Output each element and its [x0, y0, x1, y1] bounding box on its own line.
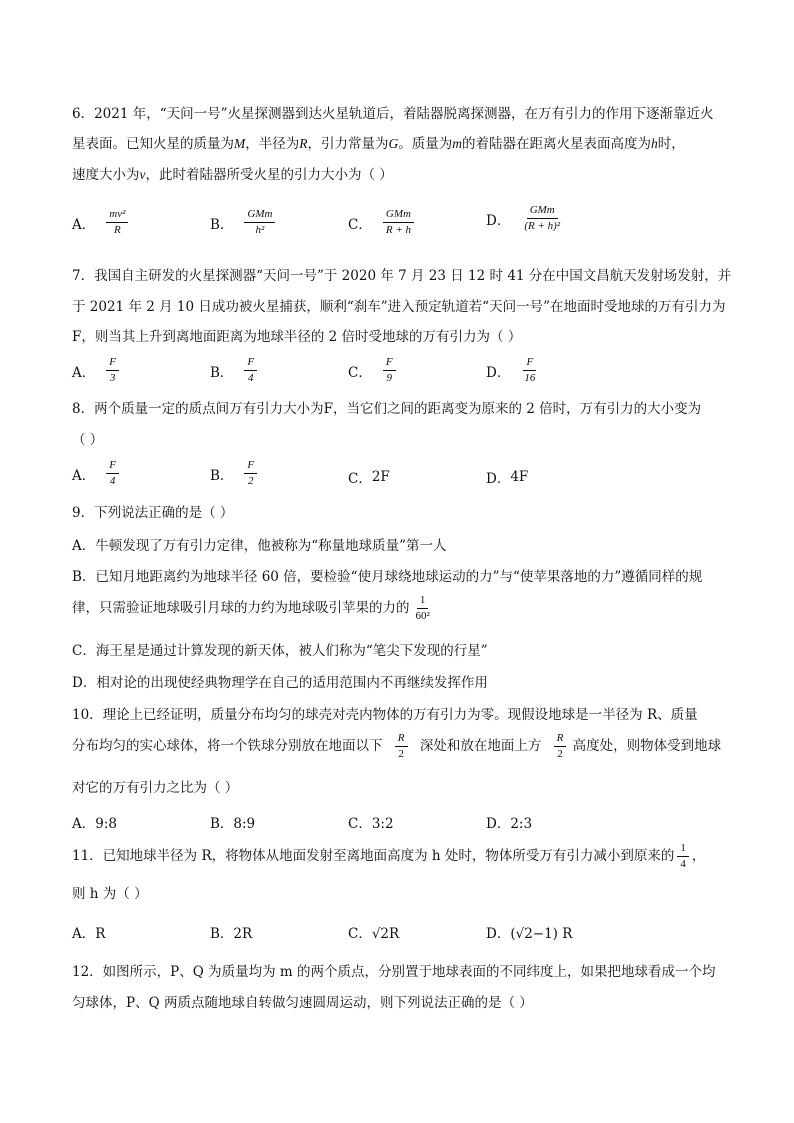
q9-option-c: C．海王星是通过计算发现的新天体，被人们称为“笔尖下发现的行星” [72, 643, 488, 659]
q10-line-1: 10．理论上已经证明，质量分布均匀的球壳对壳内物体的万有引力为零。现假设地球是一半径为 R、质量 [72, 707, 698, 723]
q9-option-a: A．牛顿发现了万有引力定律，他被称为“称量地球质量”第一人 [72, 538, 447, 554]
q11-option-a: A．R [72, 926, 106, 942]
q8-option-a: A． $\frac{F}{4}$ [72, 459, 122, 488]
q7-line-1: 7．我国自主研发的火星探测器“天问一号”于 2020 年 7 月 23 日 12 时 41 分在中国文昌航天发射场发射，并 [72, 268, 732, 284]
q8-line-1: 8．两个质量一定的质点间万有引力大小为F，当它们之间的距离变为原来的 2 倍时，万有引力的大小变为 [72, 401, 702, 417]
q11-option-c: C．√2R [348, 926, 400, 942]
q8-option-d: D． 4F [486, 469, 529, 487]
q12-line-2: 匀球体，P、Q 两质点随地球自转做匀速圆周运动，则下列说法正确的是（ ） [72, 995, 533, 1011]
q10-option-d: D．2:3 [486, 816, 533, 832]
q11-option-b: B．2R [210, 926, 253, 942]
q10-line-2: 分布均匀的实心球体，将一个铁球分别放在地面以下 $\frac{R}{2}$ 深处和放在地面上方 $\frac{R}{2}$ 高度处，则物体受到地球 [72, 732, 722, 760]
q10-option-a: A．9:8 [72, 816, 117, 832]
q6-line-1: 6．2021 年，“天问一号”火星探测器到达火星轨道后，着陆器脱离探测器，在万有引力的作用下逐渐靠近火 [72, 106, 714, 122]
q6-option-d: D． $\frac{\text{GMm}}{\text{(R + h)²}}$ [486, 204, 561, 232]
q7-line-3: F，则当其上升到离地面距离为地球半径的 2 倍时受地球的万有引力为（ ） [72, 329, 522, 345]
q10-line-3: 对它的万有引力之比为（ ） [72, 780, 239, 796]
q7-line-2: 于 2021 年 2 月 10 日成功被火星捕获，顺利“刹车”进入预定轨道若“天问一号”在地面时受地球的万有引力为 [72, 299, 726, 315]
q7-option-b: B． $\frac{F}{4}$ [210, 356, 260, 385]
q6-line-2: 星表面。已知火星的质量为M，半径为R，引力常量为G。质量为m的着陆器在距离火星表面高度为h时， [72, 136, 685, 152]
q12-line-1: 12．如图所示，P、Q 为质量均为 m 的两个质点，分别置于地球表面的不同纬度上，如果把地球看成一个均 [72, 964, 716, 980]
q7-option-c: C． $\frac{F}{9}$ [348, 356, 399, 385]
q6-option-a: A． $\frac{\text{mv²}}{R}$ [72, 208, 131, 237]
q6-option-c: C． $\frac{\text{GMm}}{R + h}$ [348, 208, 417, 237]
q11-option-d: D．(√2−1) R [486, 926, 573, 942]
q7-option-d: D． $\frac{F}{16}$ [486, 356, 536, 384]
q7-option-a: A． $\frac{F}{3}$ [72, 356, 122, 385]
q6-option-b: B． $\frac{\text{GMm}}{\text{h²}}$ [210, 208, 278, 237]
q10-option-b: B．8:9 [210, 816, 256, 832]
q9-option-b-line-1: B．已知月地距离约为地球半径 60 倍，要检验“使月球绕地球运动的力”与“使苹果落地的力”遵循同样的规 [72, 569, 703, 585]
q11-line-2: 则 h 为（ ） [72, 886, 148, 902]
q11-line-1: 11．已知地球半径为 R，将物体从地面发射至离地面高度为 h 处时，物体所受万有引力减小到原来的 $\frac{1}{4}$ ， [72, 842, 706, 870]
q8-option-c: C． 2F [348, 469, 390, 487]
q8-option-b: B． $\frac{F}{2}$ [210, 459, 260, 488]
q9-line-1: 9．下列说法正确的是（ ） [72, 505, 234, 521]
q8-line-2: （ ） [72, 432, 104, 448]
q10-option-c: C．3:2 [348, 816, 394, 832]
q6-line-3: 速度大小为v，此时着陆器所受火星的引力大小为（ ） [72, 167, 393, 183]
q9-option-d: D．相对论的出现使经典物理学在自己的适用范围内不再继续发挥作用 [72, 675, 488, 691]
q9-option-b-line-2: 律，只需验证地球吸引月球的力约为地球吸引苹果的力的 $\frac{1}{\text{60²}}$ [72, 594, 430, 622]
